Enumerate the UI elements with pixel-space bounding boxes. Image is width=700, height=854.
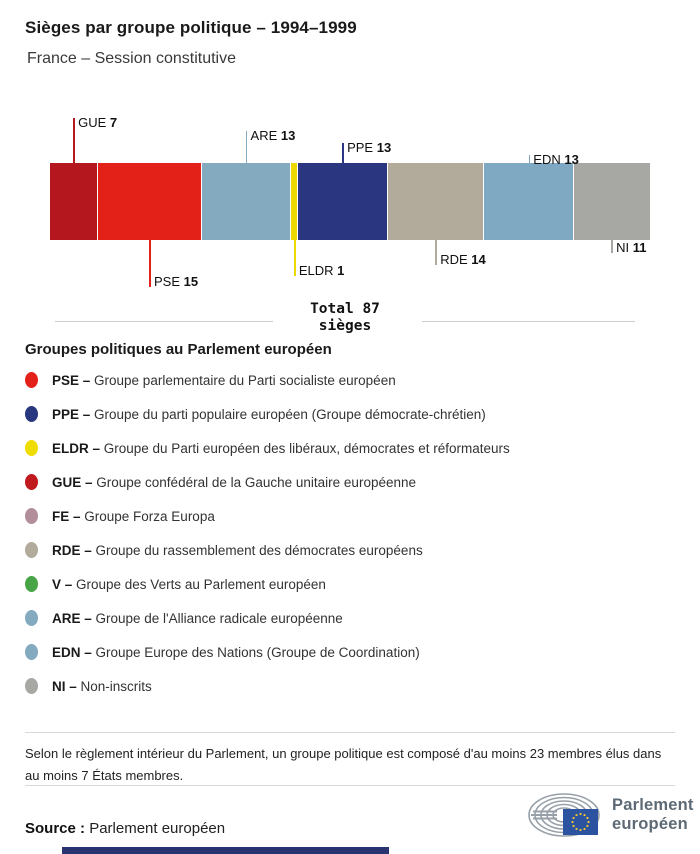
legend-dot-icon	[25, 406, 38, 422]
legend-dot-icon	[25, 542, 38, 558]
legend-item-edn	[25, 642, 420, 662]
legend-item-gue	[25, 472, 416, 492]
legend-dot-icon	[25, 474, 38, 490]
callout-line-pse	[149, 240, 151, 287]
callout-label-rde: RDE 14	[440, 252, 486, 267]
source-label: Source :	[25, 820, 86, 837]
legend-item-eldr	[25, 438, 510, 458]
bar-segment-rde[interactable]	[388, 163, 485, 240]
callout-label-edn: EDN 13	[533, 152, 579, 167]
legend-item-label: FE – Groupe Forza Europa	[52, 508, 215, 524]
source-value: Parlement européen	[89, 820, 226, 837]
bar-segment-edn[interactable]	[484, 163, 574, 240]
total-label-line2: sièges	[318, 318, 372, 334]
legend-item-fe	[25, 506, 215, 526]
legend-item-v	[25, 574, 326, 594]
total-divider-right	[422, 321, 635, 322]
total-label-line1: Total 87	[310, 301, 380, 317]
bar-segment-are[interactable]	[202, 163, 292, 240]
callout-label-eldr: ELDR 1	[298, 263, 345, 278]
legend-dot-icon	[25, 644, 38, 660]
callout-label-pse: PSE 15	[154, 274, 199, 289]
legend-item-ppe	[25, 404, 486, 424]
legend-item-pse	[25, 370, 396, 390]
seats-stacked-bar-chart	[50, 110, 650, 300]
legend-dot-icon	[25, 678, 38, 694]
legend-item-label: ARE – Groupe de l'Alliance radicale européenne	[52, 610, 343, 626]
footnote: Selon le règlement intérieur du Parlement, un groupe politique est composé d'au moins 23 membres élus dans au moins 7 États membres.	[25, 746, 662, 783]
callout-line-ni	[611, 240, 613, 253]
callout-line-rde	[435, 240, 437, 265]
callout-line-ppe	[342, 143, 344, 163]
legend-dot-icon	[25, 508, 38, 524]
source-line	[25, 820, 225, 837]
legend-item-are	[25, 608, 343, 628]
legend-dot-icon	[25, 372, 38, 388]
divider-bottom-of-footnote	[25, 785, 675, 786]
page-subtitle: France – Session constitutive	[27, 50, 236, 67]
legend-item-rde	[25, 540, 423, 560]
bar-segment-ni[interactable]	[574, 163, 650, 240]
callout-label-are: ARE 13	[250, 128, 296, 143]
next-chart-bar-sliver	[62, 847, 389, 854]
legend-dot-icon	[25, 610, 38, 626]
logo-wordmark-line1: Parlement	[612, 796, 694, 814]
callout-label-ppe: PPE 13	[347, 140, 392, 155]
callout-label-ni: NI 11	[616, 240, 647, 255]
callout-line-eldr	[294, 240, 296, 276]
legend-item-label: V – Groupe des Verts au Parlement européen	[52, 576, 326, 592]
logo-wordmark-line2: européen	[612, 815, 688, 833]
bar-segment-gue[interactable]	[50, 163, 98, 240]
page-title: Sièges par groupe politique – 1994–1999	[25, 18, 357, 37]
parliament-hemicycle-icon	[527, 791, 605, 839]
legend-item-label: NI – Non-inscrits	[52, 678, 152, 694]
divider-top-of-footnote	[25, 732, 675, 733]
callout-line-edn	[529, 155, 531, 163]
logo-wordmark	[612, 796, 694, 834]
legend-item-label: PPE – Groupe du parti populaire européen (Groupe démocrate-chrétien)	[52, 406, 486, 422]
legend-item-ni	[25, 676, 152, 696]
bar-segment-eldr[interactable]	[291, 163, 298, 240]
legend-item-label: PSE – Groupe parlementaire du Parti socialiste européen	[52, 372, 396, 388]
legend-item-label: GUE – Groupe confédéral de la Gauche unitaire européenne	[52, 474, 416, 490]
bar-segment-pse[interactable]	[98, 163, 201, 240]
callout-label-gue: GUE 7	[78, 115, 118, 130]
legend-dot-icon	[25, 576, 38, 592]
callout-line-gue	[73, 118, 75, 163]
total-label	[250, 301, 440, 335]
european-parliament-logo	[527, 791, 694, 839]
callout-line-are	[246, 131, 248, 163]
total-divider-left	[55, 321, 273, 322]
legend-item-label: ELDR – Groupe du Parti européen des libéraux, démocrates et réformateurs	[52, 440, 510, 456]
stacked-bar	[50, 163, 650, 240]
legend-item-label: RDE – Groupe du rassemblement des démocrates européens	[52, 542, 423, 558]
legend-heading: Groupes politiques au Parlement européen	[25, 341, 332, 358]
legend-dot-icon	[25, 440, 38, 456]
legend-item-label: EDN – Groupe Europe des Nations (Groupe de Coordination)	[52, 644, 420, 660]
bar-segment-ppe[interactable]	[298, 163, 388, 240]
